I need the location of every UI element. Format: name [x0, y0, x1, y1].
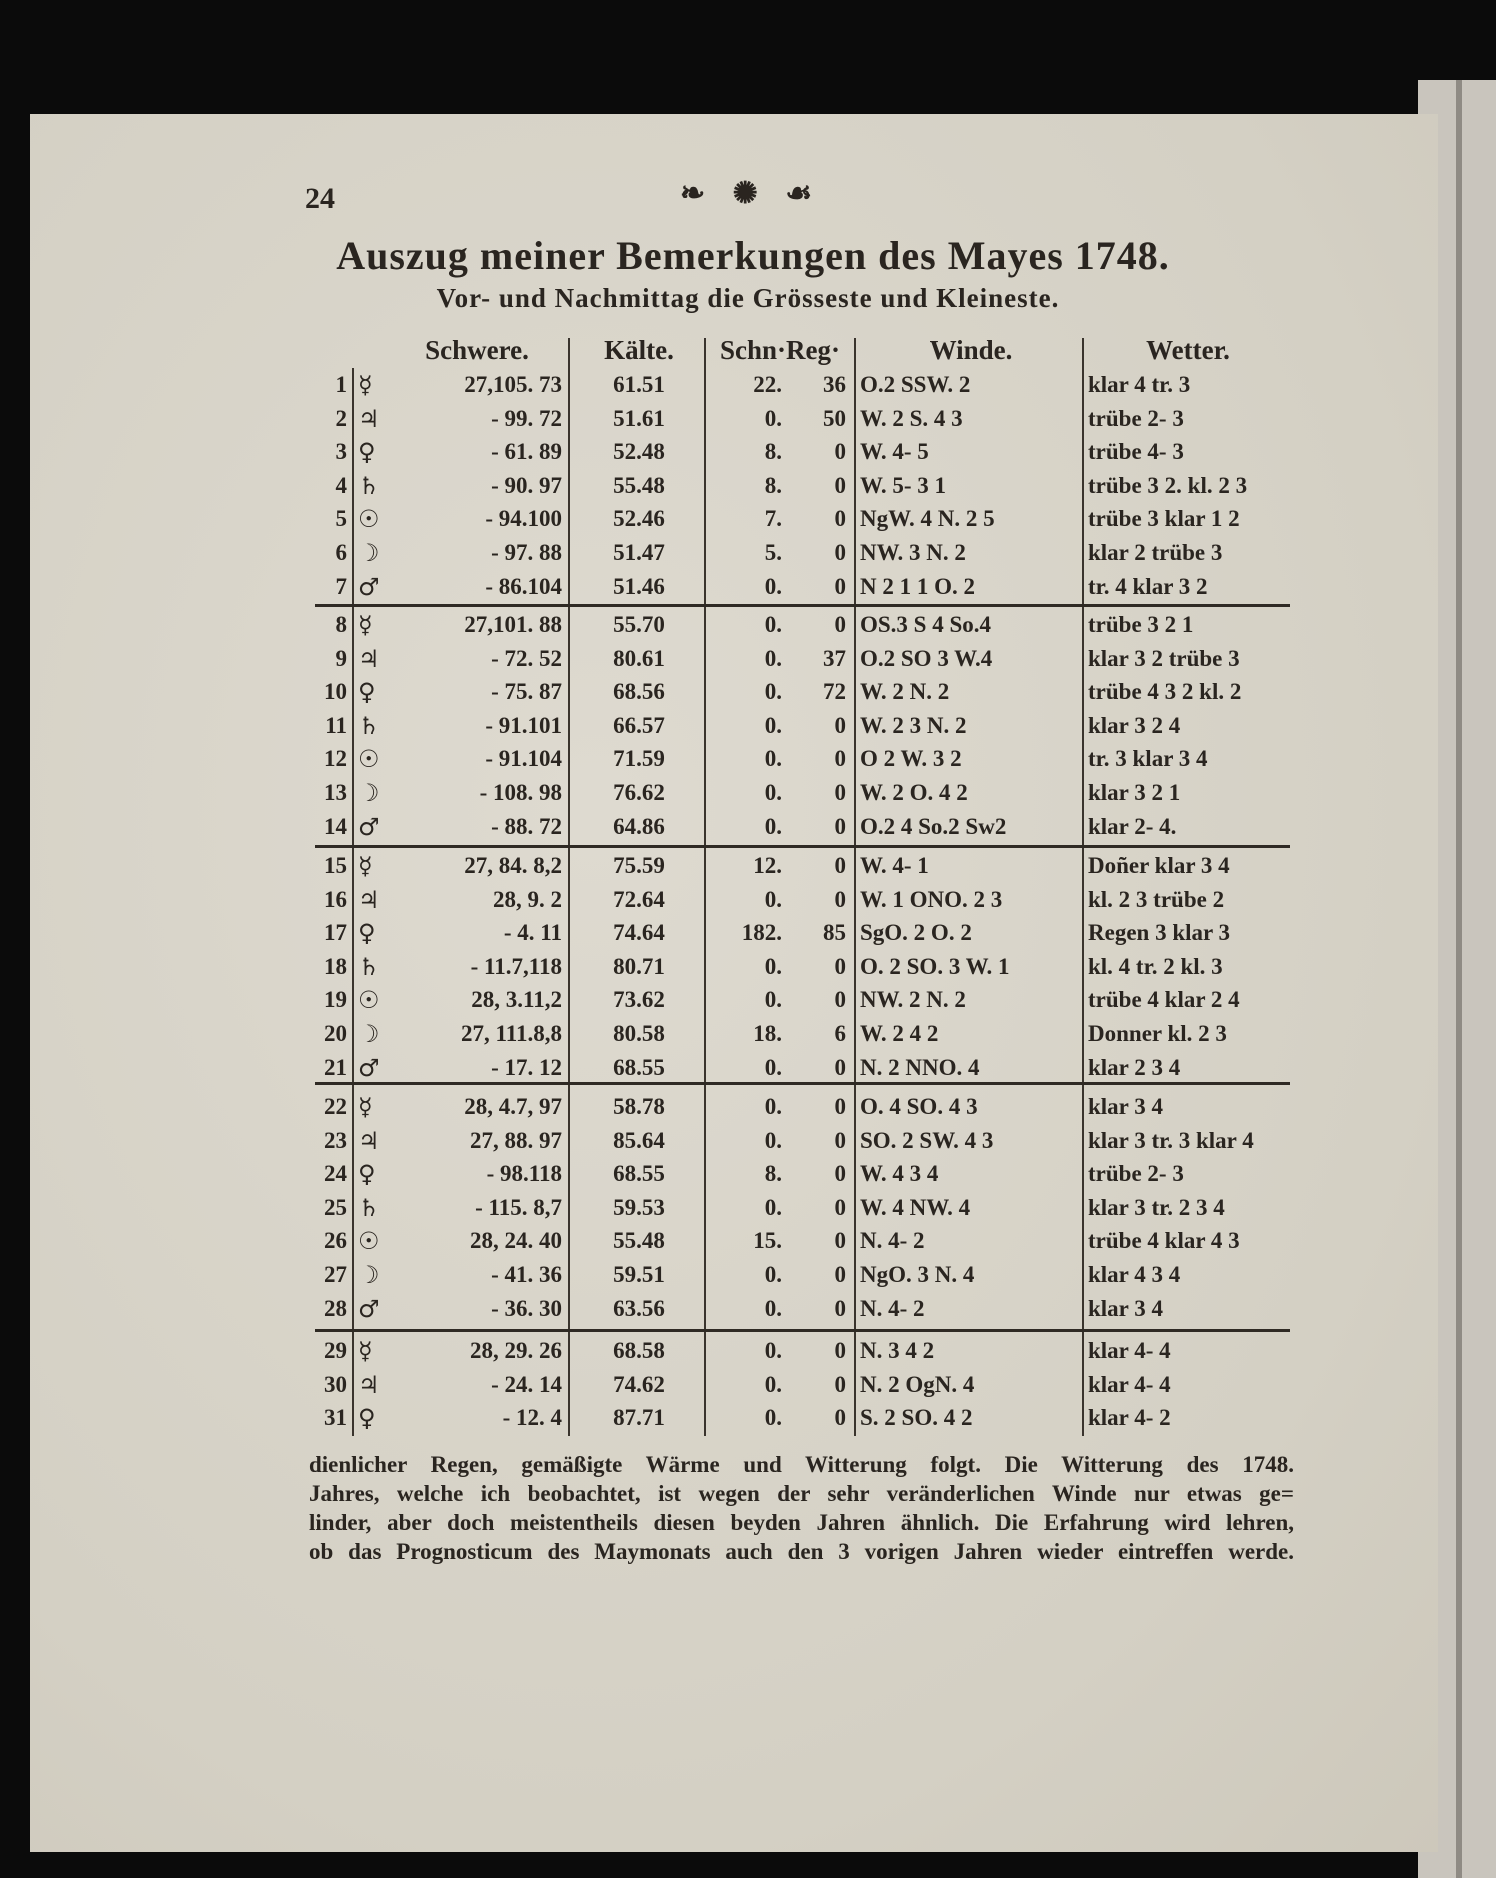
- cell-reg: 0: [834, 573, 846, 599]
- cell-wetter: klar 4 tr. 3: [1088, 372, 1191, 397]
- cell-reg: 0: [834, 746, 846, 772]
- cell-wetter: klar 3 tr. 3 klar 4: [1088, 1127, 1254, 1153]
- cell-sym: ♄: [358, 471, 380, 500]
- cell-reg: 0: [834, 540, 846, 565]
- cell-kaelte: 68.55: [613, 1161, 665, 1187]
- cell-day: 2: [335, 405, 347, 431]
- column-divider: [568, 338, 570, 1436]
- cell-wetter: trübe 4 3 2 kl. 2: [1088, 679, 1242, 705]
- cell-wetter: klar 2 3 4: [1088, 1054, 1181, 1080]
- cell-reg: 72: [823, 679, 846, 705]
- cell-wetter: trübe 4- 3: [1088, 439, 1184, 465]
- cell-schwere: - 91.104: [485, 746, 562, 772]
- cell-schwere: 27,101. 88: [464, 612, 562, 637]
- cell-sym: ☿: [358, 611, 373, 639]
- cell-day: 31: [324, 1405, 347, 1431]
- cell-reg: 0: [834, 1371, 846, 1397]
- cell-reg: 85: [823, 920, 846, 946]
- cell-day: 15: [324, 853, 347, 878]
- cell-sym: ♂: [358, 1294, 380, 1323]
- cell-wetter: klar 4- 4: [1088, 1371, 1171, 1397]
- cell-reg: 0: [834, 1228, 846, 1254]
- cell-reg: 50: [823, 405, 846, 431]
- cell-sym: ♀: [358, 678, 376, 707]
- cell-schn: 15.: [753, 1228, 782, 1254]
- cell-kaelte: 61.51: [613, 372, 665, 397]
- cell-winde: NgW. 4 N. 2 5: [860, 506, 995, 532]
- cell-winde: W. 4 NW. 4: [860, 1194, 971, 1220]
- cell-wetter: klar 2- 4.: [1088, 813, 1177, 839]
- cell-kaelte: 71.59: [613, 746, 665, 772]
- cell-wetter: klar 4- 2: [1088, 1405, 1171, 1431]
- cell-day: 12: [324, 746, 347, 772]
- cell-day: 21: [324, 1054, 347, 1080]
- footer-paragraph: [309, 1450, 1294, 1566]
- cell-schn: 0.: [764, 612, 782, 637]
- cell-schn: 0.: [764, 1127, 782, 1153]
- cell-schn: 22.: [753, 372, 782, 397]
- cell-winde: O 2 W. 3 2: [860, 746, 962, 772]
- cell-day: 16: [324, 886, 347, 912]
- column-divider: [352, 368, 354, 1436]
- cell-wetter: klar 4 3 4: [1088, 1262, 1181, 1287]
- week-separator: [315, 1329, 1290, 1332]
- footer-line: linder, aber doch meistentheils diesen beyden Jahren ähnlich. Die Erfahrung wird lehren,: [309, 1510, 1294, 1535]
- cell-winde: W. 2 O. 4 2: [860, 780, 968, 805]
- cell-sym: ♄: [358, 711, 380, 740]
- cell-reg: 0: [834, 1161, 846, 1187]
- cell-kaelte: 66.57: [613, 712, 665, 738]
- cell-day: 26: [324, 1228, 347, 1254]
- cell-winde: W. 5- 3 1: [860, 472, 947, 498]
- cell-sym: ☉: [358, 986, 380, 1015]
- cell-sym: ♃: [358, 1126, 380, 1155]
- cell-day: 24: [324, 1161, 347, 1187]
- cell-kaelte: 63.56: [613, 1295, 665, 1321]
- cell-day: 14: [324, 813, 347, 839]
- cell-day: 23: [324, 1127, 347, 1153]
- cell-reg: 36: [823, 372, 846, 397]
- cell-reg: 0: [834, 506, 846, 532]
- cell-schn: 0.: [764, 1338, 782, 1363]
- header-schwere: Schwere.: [425, 335, 529, 365]
- cell-wetter: trübe 4 klar 4 3: [1088, 1228, 1240, 1254]
- cell-kaelte: 55.48: [613, 1228, 665, 1254]
- cell-wetter: klar 2 trübe 3: [1088, 540, 1223, 565]
- cell-schwere: - 24. 14: [491, 1371, 562, 1397]
- cell-schn: 7.: [764, 506, 782, 532]
- cell-reg: 0: [834, 886, 846, 912]
- cell-day: 10: [324, 679, 347, 705]
- cell-wetter: tr. 3 klar 3 4: [1088, 746, 1208, 772]
- cell-sym: ♀: [358, 919, 376, 948]
- cell-day: 4: [335, 472, 347, 498]
- cell-kaelte: 73.62: [613, 987, 665, 1013]
- cell-sym: ♀: [358, 438, 376, 467]
- cell-schn: 18.: [753, 1021, 782, 1046]
- cell-day: 28: [324, 1295, 347, 1321]
- cell-kaelte: 80.61: [613, 645, 665, 671]
- cell-winde: NW. 3 N. 2: [860, 540, 966, 565]
- cell-schwere: - 72. 52: [491, 645, 562, 671]
- column-divider: [854, 338, 856, 1436]
- cell-schwere: 27, 88. 97: [470, 1127, 562, 1153]
- cell-sym: ♂: [358, 812, 380, 841]
- cell-schwere: - 36. 30: [491, 1295, 562, 1321]
- cell-schwere: - 88. 72: [491, 813, 562, 839]
- cell-winde: NgO. 3 N. 4: [860, 1262, 975, 1287]
- cell-kaelte: 59.53: [613, 1194, 665, 1220]
- cell-schwere: 28, 29. 26: [470, 1338, 562, 1363]
- cell-wetter: Doñer klar 3 4: [1088, 853, 1230, 878]
- cell-winde: O.2 4 So.2 Sw2: [860, 813, 1007, 839]
- cell-sym: ♀: [358, 1160, 376, 1189]
- cell-kaelte: 75.59: [613, 853, 665, 878]
- cell-schn: 0.: [764, 953, 782, 979]
- cell-schn: 8.: [764, 439, 782, 465]
- cell-wetter: trübe 3 2. kl. 2 3: [1088, 472, 1248, 498]
- cell-kaelte: 76.62: [613, 780, 665, 805]
- cell-wetter: klar 3 tr. 2 3 4: [1088, 1194, 1225, 1220]
- cell-reg: 0: [834, 853, 846, 878]
- cell-schn: 8.: [764, 1161, 782, 1187]
- cell-schn: 0.: [764, 886, 782, 912]
- cell-schn: 0.: [764, 1194, 782, 1220]
- cell-reg: 0: [834, 1054, 846, 1080]
- cell-winde: N. 4- 2: [860, 1228, 925, 1254]
- cell-wetter: klar 3 2 1: [1088, 780, 1181, 805]
- cell-sym: ♀: [358, 1404, 376, 1433]
- ornament-icon: ❧ ✺ ☙: [680, 177, 823, 210]
- cell-kaelte: 58.78: [613, 1094, 665, 1119]
- cell-schwere: - 115. 8,7: [475, 1194, 562, 1220]
- cell-sym: ☽: [358, 779, 380, 807]
- cell-day: 19: [324, 987, 347, 1013]
- cell-kaelte: 59.51: [613, 1262, 665, 1287]
- cell-day: 13: [324, 780, 347, 805]
- cell-reg: 0: [834, 1194, 846, 1220]
- cell-schn: 0.: [764, 1054, 782, 1080]
- cell-winde: N. 2 NNO. 4: [860, 1054, 980, 1080]
- cell-schn: 0.: [764, 987, 782, 1013]
- page-title: Auszug meiner Bemerkungen des Mayes 1748.: [336, 233, 1170, 278]
- cell-schn: 0.: [764, 1094, 782, 1119]
- cell-schwere: - 94.100: [485, 506, 562, 532]
- cell-sym: ♂: [358, 1053, 380, 1082]
- cell-wetter: klar 4- 4: [1088, 1338, 1171, 1363]
- cell-schn: 0.: [764, 1262, 782, 1287]
- cell-day: 22: [324, 1094, 347, 1119]
- footer-line: dienlicher Regen, gemäßigte Wärme und Witterung folgt. Die Witterung des 1748.: [309, 1452, 1294, 1477]
- cell-schwere: 28, 4.7, 97: [464, 1094, 562, 1119]
- cell-day: 17: [324, 920, 347, 946]
- cell-schn: 0.: [764, 679, 782, 705]
- cell-schn: 0.: [764, 573, 782, 599]
- page-number: 24: [305, 182, 335, 215]
- cell-sym: ♃: [358, 885, 380, 914]
- cell-sym: ♃: [358, 1370, 380, 1399]
- cell-reg: 0: [834, 439, 846, 465]
- cell-kaelte: 51.46: [613, 573, 665, 599]
- cell-schwere: - 108. 98: [479, 780, 562, 805]
- cell-reg: 0: [834, 1338, 846, 1363]
- cell-day: 30: [324, 1371, 347, 1397]
- cell-schwere: - 99. 72: [491, 405, 562, 431]
- cell-schwere: - 4. 11: [503, 920, 562, 946]
- cell-winde: NW. 2 N. 2: [860, 987, 966, 1013]
- cell-schwere: - 86.104: [485, 573, 562, 599]
- cell-winde: W. 4- 5: [860, 439, 929, 465]
- cell-reg: 0: [834, 1405, 846, 1431]
- cell-wetter: klar 3 4: [1088, 1094, 1163, 1119]
- cell-schn: 182.: [741, 920, 782, 946]
- cell-schwere: - 91.101: [485, 712, 562, 738]
- cell-wetter: trübe 4 klar 2 4: [1088, 987, 1240, 1013]
- cell-schwere: - 97. 88: [491, 540, 562, 565]
- cell-schn: 0.: [764, 1295, 782, 1321]
- cell-schwere: 28, 9. 2: [493, 886, 562, 912]
- cell-kaelte: 64.86: [613, 813, 665, 839]
- cell-winde: W. 4- 1: [860, 853, 929, 878]
- cell-schn: 0.: [764, 1405, 782, 1431]
- cell-kaelte: 55.70: [613, 612, 665, 637]
- cell-sym: ☿: [358, 1093, 373, 1121]
- cell-schn: 12.: [753, 853, 782, 878]
- cell-winde: W. 2 N. 2: [860, 679, 950, 705]
- cell-reg: 0: [834, 1295, 846, 1321]
- column-divider: [704, 338, 706, 1436]
- cell-schwere: 27, 84. 8,2: [464, 853, 562, 878]
- cell-winde: O.2 SO 3 W.4: [860, 645, 993, 671]
- page-subtitle: Vor- und Nachmittag die Grösseste und Kleineste.: [436, 283, 1060, 313]
- header-wetter: Wetter.: [1146, 335, 1230, 365]
- cell-day: 27: [324, 1262, 347, 1287]
- cell-reg: 0: [834, 1127, 846, 1153]
- cell-kaelte: 74.64: [613, 920, 665, 946]
- cell-wetter: kl. 4 tr. 2 kl. 3: [1088, 953, 1223, 979]
- week-separator: [315, 845, 1290, 848]
- cell-kaelte: 52.48: [613, 439, 665, 465]
- cell-schn: 0.: [764, 1371, 782, 1397]
- cell-day: 20: [324, 1021, 347, 1046]
- cell-reg: 0: [834, 612, 846, 637]
- cell-schn: 0.: [764, 813, 782, 839]
- cell-winde: W. 2 S. 4 3: [860, 405, 963, 431]
- cell-wetter: trübe 2- 3: [1088, 1161, 1184, 1187]
- cell-schn: 5.: [764, 540, 782, 565]
- cell-schwere: - 41. 36: [491, 1262, 562, 1287]
- cell-schwere: - 12. 4: [502, 1405, 562, 1431]
- cell-schn: 0.: [764, 712, 782, 738]
- header-kaelte: Kälte.: [604, 335, 674, 365]
- cell-wetter: trübe 3 klar 1 2: [1088, 506, 1240, 532]
- footer-line: Jahres, welche ich beobachtet, ist wegen der sehr veränderlichen Winde nur etwas ge=: [309, 1481, 1294, 1506]
- cell-schwere: 27, 111.8,8: [461, 1021, 562, 1046]
- cell-kaelte: 68.58: [613, 1338, 665, 1363]
- cell-schwere: - 75. 87: [491, 679, 562, 705]
- cell-kaelte: 51.47: [613, 540, 665, 565]
- cell-kaelte: 51.61: [613, 405, 665, 431]
- cell-wetter: klar 3 2 trübe 3: [1088, 645, 1240, 671]
- cell-schwere: 28, 3.11,2: [471, 987, 562, 1013]
- cell-sym: ☉: [358, 1227, 380, 1256]
- cell-schwere: 27,105. 73: [464, 372, 562, 397]
- cell-sym: ☽: [358, 539, 380, 567]
- cell-winde: W. 2 4 2: [860, 1021, 939, 1046]
- header-schn-reg: Schn·Reg·: [719, 335, 841, 365]
- cell-sym: ☉: [358, 505, 380, 534]
- cell-kaelte: 85.64: [613, 1127, 665, 1153]
- cell-sym: ☿: [358, 1337, 373, 1365]
- column-divider: [1082, 338, 1084, 1436]
- cell-reg: 0: [834, 987, 846, 1013]
- cell-winde: W. 2 3 N. 2: [860, 712, 967, 738]
- cell-sym: ☉: [358, 745, 380, 774]
- cell-reg: 0: [834, 780, 846, 805]
- cell-schn: 0.: [764, 645, 782, 671]
- cell-wetter: klar 3 2 4: [1088, 712, 1181, 738]
- cell-reg: 0: [834, 1262, 846, 1287]
- cell-schn: 0.: [764, 780, 782, 805]
- cell-winde: N. 2 OgN. 4: [860, 1371, 975, 1397]
- cell-reg: 0: [834, 1094, 846, 1119]
- cell-kaelte: 72.64: [613, 886, 665, 912]
- cell-schn: 0.: [764, 405, 782, 431]
- cell-day: 9: [335, 645, 347, 671]
- cell-winde: SgO. 2 O. 2: [860, 920, 972, 946]
- cell-sym: ♄: [358, 1193, 380, 1222]
- cell-wetter: trübe 2- 3: [1088, 405, 1184, 431]
- cell-day: 25: [324, 1194, 347, 1220]
- cell-day: 7: [335, 573, 347, 599]
- cell-kaelte: 74.62: [613, 1371, 665, 1397]
- cell-day: 1: [335, 372, 347, 397]
- cell-kaelte: 52.46: [613, 506, 665, 532]
- cell-schwere: - 61. 89: [491, 439, 562, 465]
- cell-kaelte: 68.55: [613, 1054, 665, 1080]
- cell-winde: N. 4- 2: [860, 1295, 925, 1321]
- cell-schn: 8.: [764, 472, 782, 498]
- cell-schwere: - 98.118: [486, 1161, 562, 1187]
- cell-sym: ☿: [358, 852, 373, 880]
- cell-wetter: trübe 3 2 1: [1088, 612, 1194, 637]
- cell-reg: 0: [834, 953, 846, 979]
- cell-winde: W. 4 3 4: [860, 1161, 939, 1187]
- header-winde: Winde.: [929, 335, 1013, 365]
- cell-day: 29: [324, 1338, 347, 1363]
- cell-sym: ♄: [358, 952, 380, 981]
- cell-schwere: - 90. 97: [491, 472, 562, 498]
- cell-kaelte: 87.71: [613, 1405, 665, 1431]
- cell-winde: W. 1 ONO. 2 3: [860, 886, 1003, 912]
- cell-sym: ☿: [358, 371, 373, 399]
- cell-day: 3: [335, 439, 347, 465]
- cell-day: 11: [325, 712, 347, 738]
- cell-kaelte: 68.56: [613, 679, 665, 705]
- cell-kaelte: 80.58: [613, 1021, 665, 1046]
- cell-wetter: kl. 2 3 trübe 2: [1088, 886, 1225, 912]
- cell-reg: 6: [834, 1021, 846, 1046]
- cell-schwere: - 17. 12: [491, 1054, 562, 1080]
- cell-wetter: Donner kl. 2 3: [1088, 1021, 1227, 1046]
- cell-sym: ♂: [358, 572, 380, 601]
- cell-sym: ♃: [358, 644, 380, 673]
- cell-reg: 37: [823, 645, 846, 671]
- cell-sym: ☽: [358, 1261, 380, 1289]
- cell-day: 8: [335, 612, 347, 637]
- cell-winde: O. 4 SO. 4 3: [860, 1094, 978, 1119]
- cell-day: 5: [335, 506, 347, 532]
- cell-wetter: tr. 4 klar 3 2: [1088, 573, 1208, 599]
- cell-schn: 0.: [764, 746, 782, 772]
- cell-winde: N 2 1 1 O. 2: [860, 573, 975, 599]
- cell-wetter: Regen 3 klar 3: [1088, 920, 1231, 946]
- cell-schwere: - 11.7,118: [470, 953, 562, 979]
- cell-day: 6: [335, 540, 347, 565]
- cell-winde: O. 2 SO. 3 W. 1: [860, 953, 1010, 979]
- cell-day: 18: [324, 953, 347, 979]
- week-separator: [315, 604, 1290, 607]
- cell-winde: SO. 2 SW. 4 3: [860, 1127, 994, 1153]
- cell-kaelte: 55.48: [613, 472, 665, 498]
- cell-reg: 0: [834, 472, 846, 498]
- page-fold-shadow: [1456, 80, 1462, 1878]
- cell-winde: S. 2 SO. 4 2: [860, 1405, 973, 1431]
- cell-winde: N. 3 4 2: [860, 1338, 935, 1363]
- cell-winde: OS.3 S 4 So.4: [860, 612, 992, 637]
- cell-winde: O.2 SSW. 2: [860, 372, 971, 397]
- cell-reg: 0: [834, 712, 846, 738]
- cell-wetter: klar 3 4: [1088, 1295, 1163, 1321]
- cell-kaelte: 80.71: [613, 953, 665, 979]
- cell-schwere: 28, 24. 40: [470, 1228, 562, 1254]
- cell-sym: ☽: [358, 1020, 380, 1048]
- cell-reg: 0: [834, 813, 846, 839]
- cell-sym: ♃: [358, 404, 380, 433]
- footer-line: ob das Prognosticum des Maymonats auch den 3 vorigen Jahren wieder eintreffen werde.: [309, 1539, 1294, 1564]
